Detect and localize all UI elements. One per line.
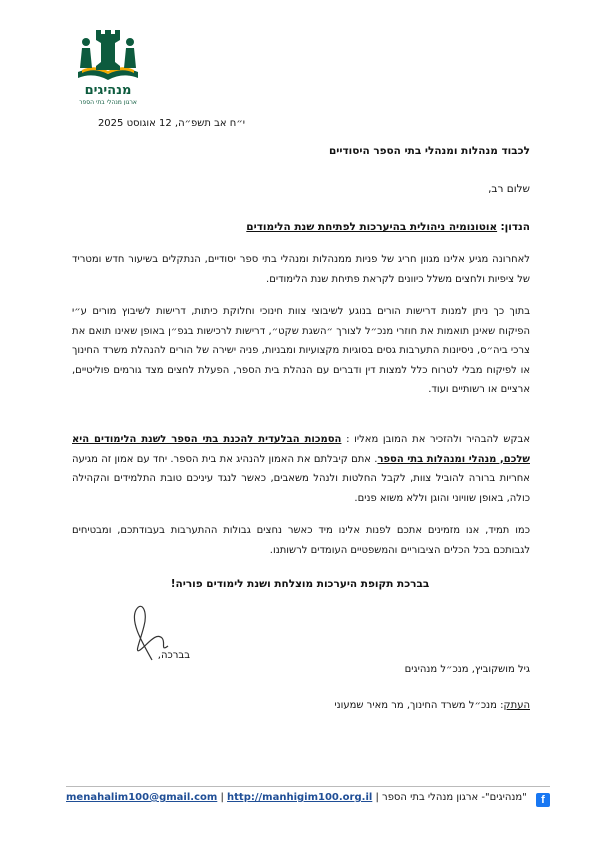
- footer: [66, 792, 550, 808]
- closing-line: בברכת תקופת היערכות מוצלחת ושנת לימודים פוריה!: [170, 578, 430, 590]
- footer-separator: |: [372, 792, 383, 803]
- signer-name: גיל מושקוביץ, מנכ״ל מנהיגים: [404, 664, 530, 675]
- addressee: לכבוד מנהלות ומנהלי בתי הספר היסודיים: [328, 145, 530, 157]
- cc-label: העתק: [503, 700, 530, 711]
- paragraph-4: כמו תמיד, אנו מזמינים אתכם לפנות אלינו מיד כאשר נחצים גבולות ההתערבות בעבודתכם, ומבטיחים לגבותכם בכל הכלים הציבוריים והמשפטיים העומדים לרשותנו.: [72, 525, 530, 556]
- paragraph-2: בתוך כך ניתן למנות דרישות הורים בנוגע לשיבוצי צוות חינוכי וחלוקת כיתות, דרישות לשיבוץ מורים ע״י הפיקוח שאינן תואמות את חוזרי מנכ״ל לצורך ״השגת שקט״, דרישות לרכישות בגפ״ן באופן שאינו תואם את צרכי ביה״ס, ניסיונות התערבות גסים בסוגיות מקצועיות ומבניות, פניה ישירה של הורים להנהלת משרד החינוך או לפיקוח מבלי לטרוח כלל למצות דין ודברים עם הנהלת בית הספר, הפעלת לחצים מצד גורמים פוליטיים, ארציים או רשותיים ועוד.: [72, 306, 530, 395]
- logo-name: מנהיגים: [84, 83, 132, 98]
- facebook-icon[interactable]: f: [536, 793, 550, 807]
- signature-blessing: בברכה,: [157, 650, 190, 661]
- footer-divider: [66, 786, 550, 787]
- paragraph-3-rest: . אתם קיבלתם את האמון להנהיג את בית הספר. יחד עם אמון זה מגיעה אחריות ברורה להוביל צוות, לקבל החלטות ולנהל משאבים, כאשר לנגד עיניכם טובת התלמידים והקהילה כולה, באופן שוויוני והוגן וללא משוא פנים.: [72, 453, 530, 504]
- subject-label: הנדון:: [500, 221, 530, 233]
- carbon-copy: [334, 700, 530, 711]
- cc-recipients: : מנכ״ל משרד החינוך, מר מאיר שמעוני: [334, 700, 504, 711]
- footer-email-link[interactable]: menahalim100@gmail.com: [66, 792, 218, 803]
- footer-org-name: "מנהיגים"- ארגון מנהלי בתי הספר: [382, 792, 527, 803]
- letter-date: י״ח אב תשפ״ה, 12 אוגוסט 2025: [97, 118, 245, 129]
- paragraph-3: [72, 430, 530, 508]
- paragraph-3-intro: אבקש להבהיר ולהזכיר את המובן מאליו :: [346, 434, 530, 445]
- subject-line: [246, 221, 530, 233]
- paragraph-1: לאחרונה מגיע אלינו מגוון חריג של פניות ממנהלות ומנהלי בתי ספר יסודיים, הנתקלים בשיעור חדש ומטריד של ציפיות ולחצים משלל כיוונים לקראת פתיחת שנת הלימודים.: [72, 254, 530, 285]
- paragraph-3-emphasis: הסמכות הבלעדית להכנת בתי הספר לשנת הלימודים היא שלכם, מנהלי ומנהלות בתי הספר: [72, 434, 530, 465]
- organization-logo: [68, 28, 148, 110]
- logo-tagline: ארגון מנהלי בתי הספר: [79, 99, 137, 106]
- footer-separator: |: [217, 792, 228, 803]
- greeting: שלום רב,: [488, 183, 530, 195]
- chess-rook-book-icon: [68, 28, 148, 83]
- footer-website-link[interactable]: http://manhigim100.org.il: [227, 792, 373, 803]
- subject-text: אוטונומיה ניהולית בהיערכות לפתיחת שנת הלימודים: [246, 221, 498, 233]
